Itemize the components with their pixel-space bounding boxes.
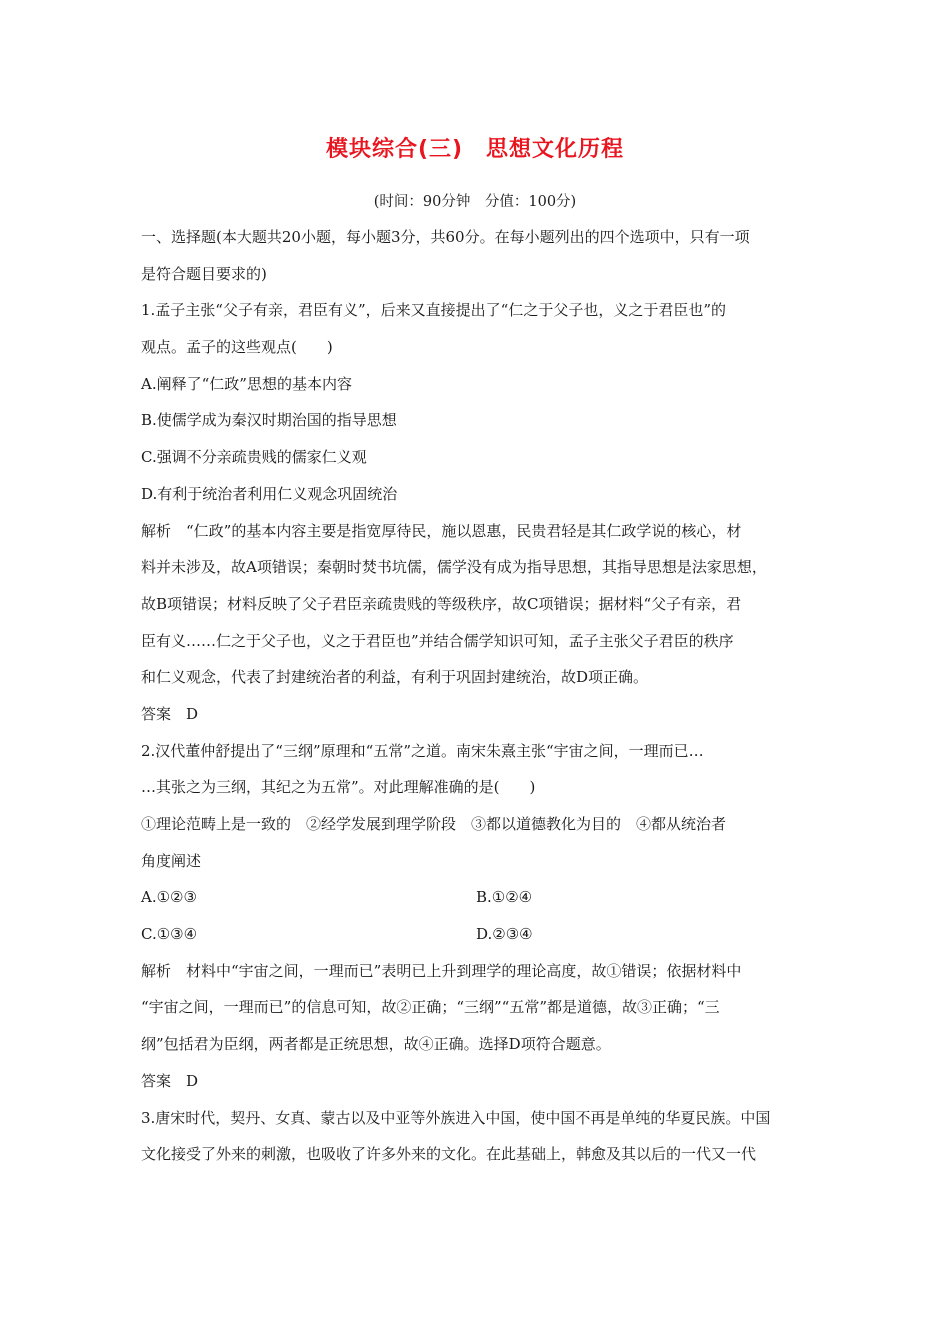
question-2-option-a: A.①②③ — [141, 888, 197, 907]
page-title: 模块综合(三) 思想文化历程 — [325, 137, 625, 162]
section-heading-line: 一、选择题(本大题共20小题，每小题3分，共60分。在每小题列出的四个选项中，只有一项 — [141, 228, 750, 246]
question-1-option-a: A.阐释了“仁政”思想的基本内容 — [141, 374, 352, 393]
question-2-stem: ①理论范畴上是一致的 ②经学发展到理学阶段 ③都以道德教化为目的 ④都从统治者 — [141, 815, 727, 833]
question-2-option-b: B.①②④ — [476, 888, 533, 907]
question-2-stem: 角度阐述 — [141, 851, 202, 870]
question-1-stem: 观点。孟子的这些观点( ) — [141, 338, 333, 357]
question-2-option-d: D.②③④ — [476, 925, 533, 944]
question-3-stem: 3.唐宋时代，契丹、女真、蒙古以及中亚等外族进入中国，使中国不再是单纯的华夏民族。中国 — [141, 1108, 771, 1127]
exam-info: (时间：90分钟 分值：100分) — [373, 194, 577, 210]
question-1-option-b: B.使儒学成为秦汉时期治国的指导思想 — [141, 411, 397, 430]
question-1-analysis: 料并未涉及，故A项错误；秦朝时焚书坑儒，儒学没有成为指导思想，其指导思想是法家思想， — [141, 558, 767, 577]
question-1-option-d: D.有利于统治者利用仁义观念巩固统治 — [141, 484, 398, 503]
question-2-options-row — [141, 919, 811, 956]
question-2-analysis: “宇宙之间，一理而已”的信息可知，故②正确；“三纲”“五常”都是道德，故③正确；“三 — [141, 998, 720, 1017]
question-1-answer: 答案 D — [141, 704, 199, 723]
question-2-stem: 2.汉代董仲舒提出了“三纲”原理和“五常”之道。南宋朱熹主张“宇宙之间，一理而已… — [141, 741, 704, 760]
question-1-analysis: 故B项错误；材料反映了父子君臣亲疏贵贱的等级秩序，故C项错误；据材料“父子有亲，君 — [141, 594, 742, 613]
section-heading-line: 是符合题目要求的) — [141, 264, 267, 283]
question-3-stem: 文化接受了外来的刺激，也吸收了许多外来的文化。在此基础上，韩愈及其以后的一代又一代 — [141, 1145, 757, 1164]
question-2-analysis: 纲”包括君为臣纲，两者都是正统思想，故④正确。选择D项符合题意。 — [141, 1035, 611, 1054]
question-1-stem: 1.孟子主张“父子有亲，君臣有义”，后来又直接提出了“仁之于父子也，义之于君臣也”的 — [141, 301, 726, 320]
question-2-answer: 答案 D — [141, 1071, 199, 1090]
question-2-options-row — [141, 882, 811, 919]
question-1-analysis: 和仁义观念，代表了封建统治者的利益，有利于巩固封建统治，故D项正确。 — [141, 668, 649, 687]
document-body — [141, 222, 811, 1176]
question-1-analysis: 臣有义……仁之于父子也，义之于君臣也”并结合儒学知识可知，孟子主张父子君臣的秩序 — [141, 631, 734, 650]
question-2-option-c: C.①③④ — [141, 925, 198, 944]
question-1-analysis: 解析 “仁政”的基本内容主要是指宽厚待民，施以恩惠，民贵君轻是其仁政学说的核心，材 — [141, 521, 742, 540]
question-1-option-c: C.强调不分亲疏贵贱的儒家仁义观 — [141, 448, 367, 467]
question-2-stem: …其张之为三纲，其纪之为五常”。对此理解准确的是( ) — [141, 778, 536, 797]
question-2-analysis: 解析 材料中“宇宙之间，一理而已”表明已上升到理学的理论高度，故①错误；依据材料中 — [141, 961, 742, 980]
